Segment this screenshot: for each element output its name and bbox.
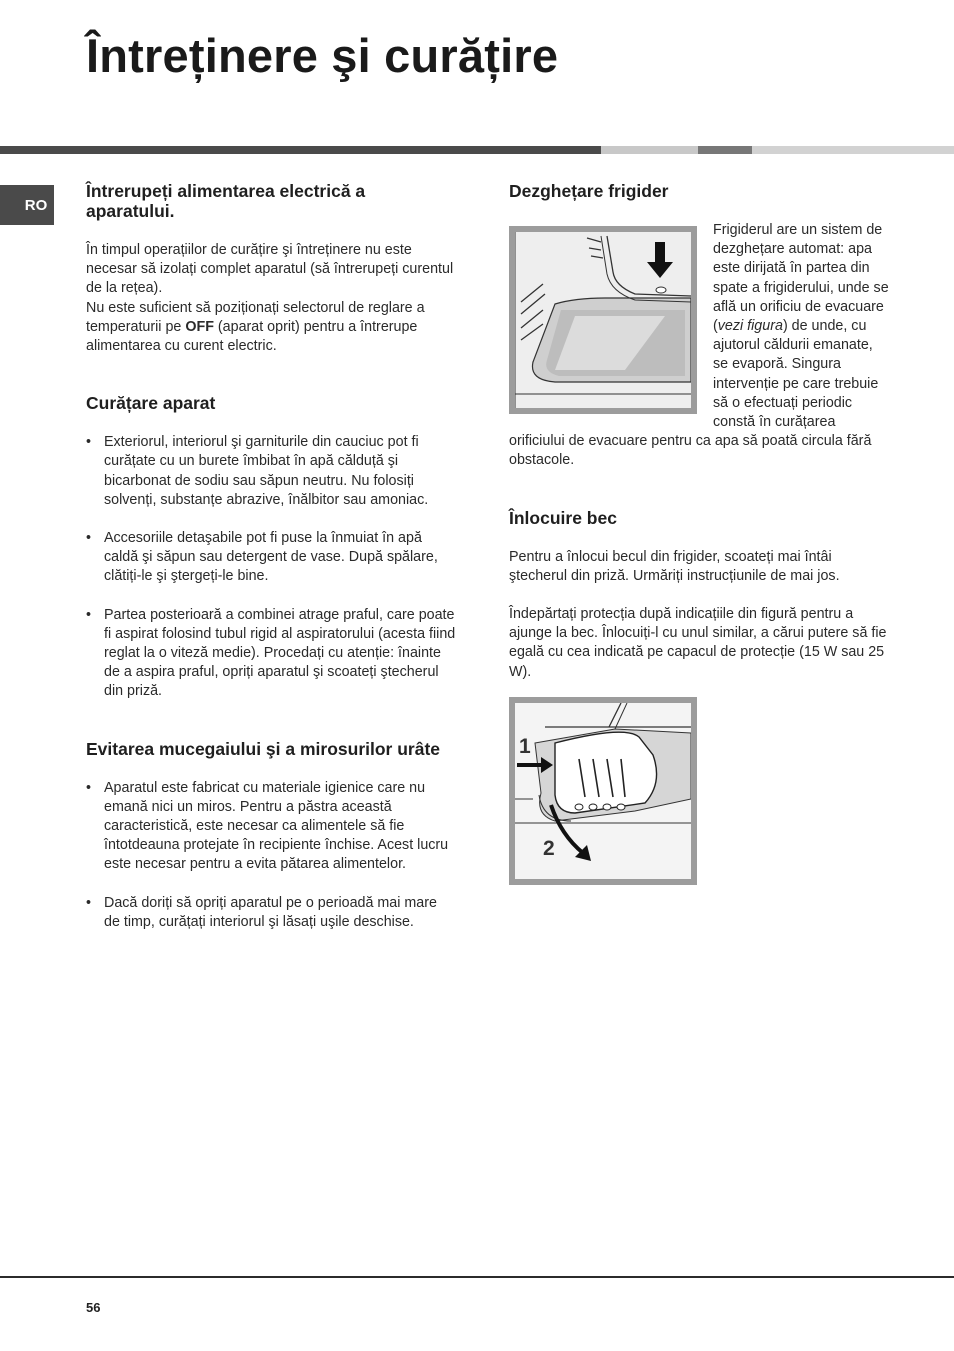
text-run: (aparat oprit) pentru a întrerupe alimentarea cu curent electric. [86, 318, 418, 355]
defrost-figure [509, 226, 697, 414]
language-tab: RO [0, 185, 54, 225]
bulb-cover-illustration [515, 703, 691, 879]
header-bar-light [601, 146, 698, 154]
section-heading-power: Întrerupeți alimentarea electrică a aparatului. [86, 181, 366, 221]
section-heading-cleaning: Curățare aparat [86, 393, 216, 414]
step-1-label: 1 [519, 734, 531, 758]
header-bar-light-end [752, 146, 954, 154]
header-bar-dark [0, 146, 601, 154]
header-bar-mid [698, 146, 752, 154]
page-number: 56 [86, 1300, 101, 1315]
footer-rule [0, 1276, 954, 1278]
defrost-drain-illustration [515, 232, 691, 408]
text-run: Frigiderul are un sistem de dezghețare automat: apa este dirijată în partea din spate a frigiderului, unde se află un orificiu de evacuare ( [713, 222, 889, 335]
paragraph: În timpul operațiilor de curățire şi întreținere nu este necesar să izolați complet aparatul (să întrerupeți curentul de la rețea). [86, 242, 454, 297]
paragraph [86, 299, 460, 357]
off-label: OFF [185, 318, 214, 335]
list-item: • Dacă doriți să opriți aparatul pe o perioadă mai mare de timp, curățați interiorul şi lăsați uşile deschise. [86, 894, 444, 932]
step-2-label: 2 [543, 836, 555, 860]
bulb-figure [509, 697, 697, 885]
cleaning-list [86, 433, 460, 701]
list-item: • Aparatul este fabricat cu materiale igienice care nu emană nici un miros. Pentru a păstra această caracteristică, este necesar ca alimentele să fie întotdeauna protejate în recipiente închise. Acest lucru este necesar pentru a evita pătarea alimentelor. [86, 779, 460, 875]
list-item: • Accesoriile detaşabile pot fi puse la înmuiat în apă caldă şi săpun sau detergent de vase. După spălare, clătiți-le şi ştergeți-le bine. [86, 529, 460, 587]
list-item: • Partea posterioară a combinei atrage praful, care poate fi aspirat folosind tubul rigid al aspiratorului (acesta fiind reglat la o viteză medie). Procedați cu atenție: înainte de a aspira praful, opriți aparatul şi scoateți ştecherul din priză. [86, 606, 460, 702]
mould-list [86, 779, 460, 932]
right-column [509, 181, 889, 885]
page-title: Întreținere şi curățire [86, 29, 559, 82]
paragraph: Îndepărtați protecția după indicațiile din figură pentru a ajunge la bec. Înlocuiți-l cu unul similar, a cărui putere să fie egală cu cea indicată pe capacul de protecție (15 W sau 25 W). [509, 606, 887, 680]
section-heading-mould: Evitarea mucegaiului şi a mirosurilor urâte [86, 738, 441, 759]
paragraph: Pentru a înlocui becul din frigider, scoateți mai întâi ştecherul din priză. Urmăriți instrucțiunile de mai jos. [509, 548, 840, 584]
section-heading-bulb: Înlocuire bec [509, 507, 617, 528]
section-heading-defrost: Dezghețare frigider [509, 181, 669, 201]
list-item: • Exteriorul, interiorul şi garniturile din cauciuc pot fi curățate cu un burete îmbibat în apă călduță şi bicarbonat de sodiu sau săpun neutru. Nu folosiți solvenți, substanțe abrazive, înălbitor sau amoniac. [86, 433, 460, 510]
text-run: Nu este suficient să poziționați selectorul de reglare a temperaturii pe [86, 299, 425, 335]
text-run: ) de unde, cu ajutorul căldurii emanate, se evaporă. Singura intervenție pe care trebuie să o efectuați periodic constă în curățarea orificiului de evacuare pentru ca apa să poată circula fără obstacole. [509, 318, 879, 469]
left-column [86, 181, 460, 932]
figure-reference: vezi figura [717, 318, 783, 335]
